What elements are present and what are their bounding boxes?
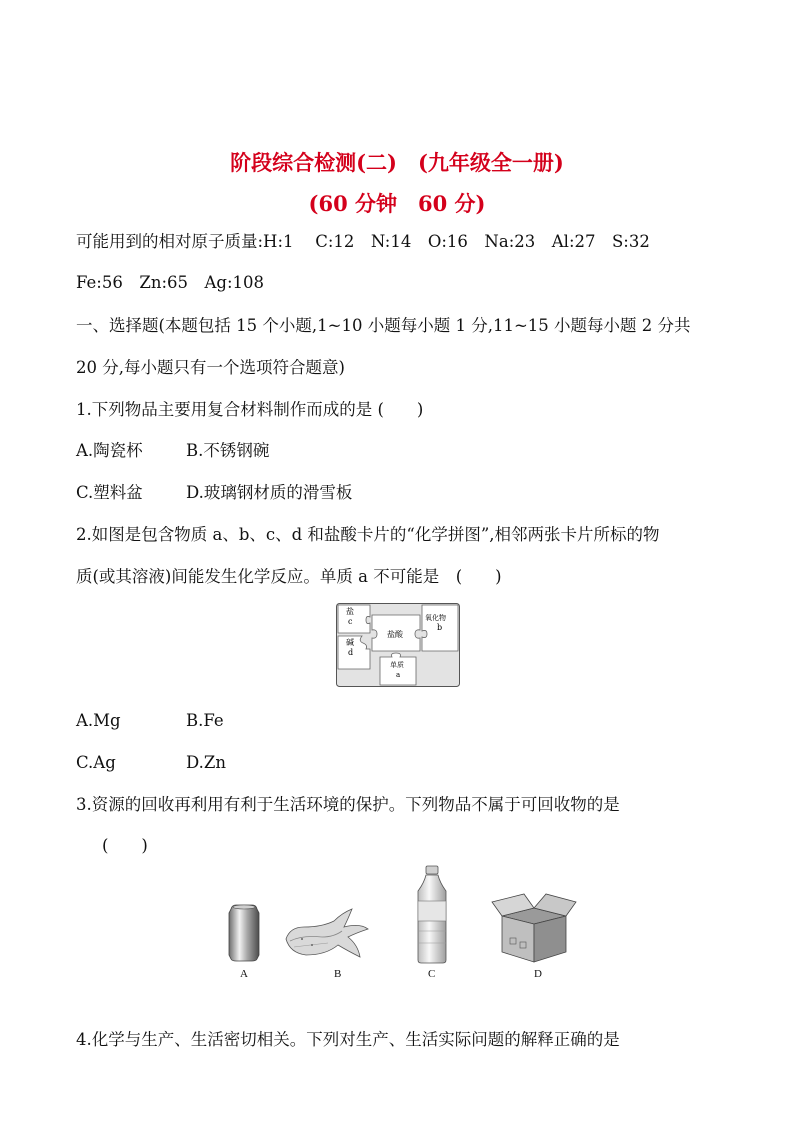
page-title: 阶段综合检测(二) (九年级全一册)	[230, 150, 564, 175]
aluminum-can-image	[226, 903, 262, 963]
puzzle-base-letter: d	[348, 648, 354, 657]
plastic-bottle-image	[413, 865, 451, 965]
q3-label-d: D	[534, 968, 542, 980]
q1-option-a: A.陶瓷杯	[76, 441, 143, 460]
section-instructions-line-2: 20 分,每小题只有一个选项符合题意)	[76, 358, 345, 377]
puzzle-oxide-letter: b	[437, 623, 443, 632]
section-instructions-line-1: 一、选择题(本题包括 15 个小题,1~10 小题每小题 1 分,11~15 小题每小题 2 分共	[76, 316, 691, 335]
atomic-masses-line-1: 可能用到的相对原子质量:H:1 C:12 N:14 O:16 Na:23 Al:27 S:32	[76, 232, 650, 251]
q3-stem-line-1: 3.资源的回收再利用有利于生活环境的保护。下列物品不属于可回收物的是	[76, 795, 620, 814]
q1-option-b: B.不锈钢碗	[186, 441, 270, 460]
puzzle-acid-label: 盐酸	[387, 630, 403, 639]
puzzle-salt-label: 盐	[346, 607, 354, 616]
puzzle-base-label: 碱	[346, 638, 354, 647]
q2-option-a: A.Mg	[76, 711, 121, 730]
puzzle-oxide-label: 氧化物	[425, 614, 446, 622]
q2-option-d: D.Zn	[186, 753, 226, 772]
q3-stem-line-2: ( )	[102, 836, 148, 855]
q3-label-c: C	[428, 968, 436, 980]
cardboard-box-image	[490, 890, 578, 964]
page-subtitle: (60 分钟 60 分)	[308, 191, 486, 216]
q3-label-b: B	[334, 968, 342, 980]
q2-stem-line-1: 2.如图是包含物质 a、b、c、d 和盐酸卡片的“化学拼图”,相邻两张卡片所标的物	[76, 525, 660, 544]
chemistry-puzzle-diagram	[336, 603, 460, 687]
atomic-masses-line-2: Fe:56 Zn:65 Ag:108	[76, 273, 265, 292]
q2-option-b: B.Fe	[186, 711, 224, 730]
puzzle-element-label: 单质	[390, 661, 404, 669]
q1-option-d: D.玻璃钢材质的滑雪板	[186, 483, 353, 502]
puzzle-element-letter: a	[396, 671, 401, 679]
q3-label-a: A	[240, 968, 248, 980]
puzzle-salt-letter: c	[348, 617, 353, 626]
banana-peel-image	[282, 905, 370, 963]
q2-option-c: C.Ag	[76, 753, 116, 772]
q2-stem-line-2: 质(或其溶液)间能发生化学反应。单质 a 不可能是 ( )	[76, 567, 502, 586]
q1-stem: 1.下列物品主要用复合材料制作而成的是 ( )	[76, 400, 424, 419]
q4-stem-line-1: 4.化学与生产、生活密切相关。下列对生产、生活实际问题的解释正确的是	[76, 1030, 620, 1049]
q1-option-c: C.塑料盆	[76, 483, 143, 502]
